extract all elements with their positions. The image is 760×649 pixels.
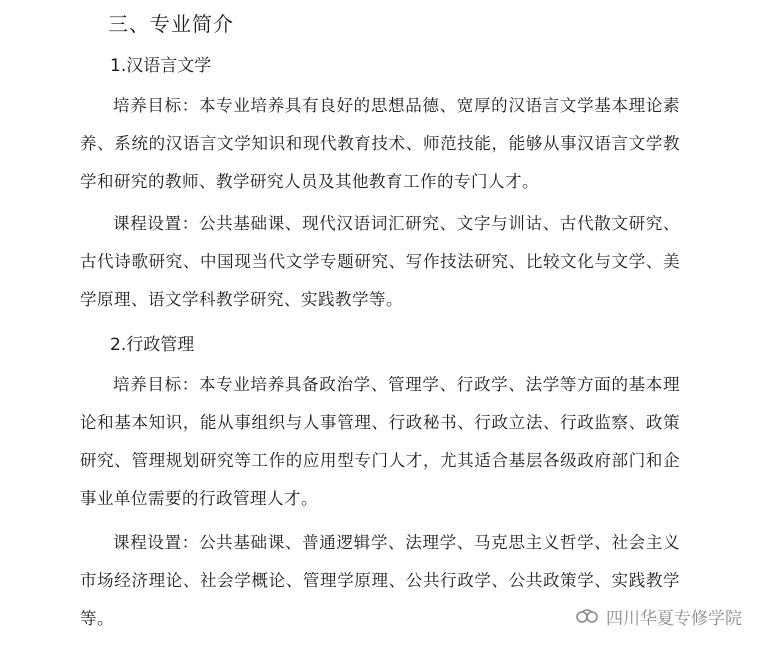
section-title: 三、专业简介 [108, 12, 234, 36]
wechat-channel-icon [574, 606, 600, 628]
watermark [574, 604, 742, 629]
major-heading-public-administration: 2.行政管理 [110, 335, 195, 355]
major-heading-chinese-literature: 1.汉语言文学 [110, 56, 212, 76]
watermark-text: 四川华夏专修学院 [606, 609, 742, 629]
major-goal-public-administration: 培养目标：本专业培养具备政治学、管理学、行政学、法学等方面的基本理论和基本知识，能从事组织与人事管理、行政秘书、行政立法、行政监察、政策研究、管理规划研究等工作的应用型专门人才，尤其适合基层各级政府部门和企事业单位需要的行政管理人才。 [80, 375, 680, 508]
major-courses-chinese-literature: 课程设置：公共基础课、现代汉语词汇研究、文字与训诂、古代散文研究、古代诗歌研究、中国现当代文学专题研究、写作技法研究、比较文化与文学、美学原理、语文学科教学研究、实践教学等。 [80, 214, 680, 309]
major-goal-chinese-literature: 培养目标：本专业培养具有良好的思想品德、宽厚的汉语言文学基本理论素养、系统的汉语言文学知识和现代教育技术、师范技能，能够从事汉语言文学教学和研究的教师、教学研究人员及其他教育工作的专门人才。 [80, 96, 680, 191]
major-courses-public-administration: 课程设置：公共基础课、普通逻辑学、法理学、马克思主义哲学、社会主义市场经济理论、社会学概论、管理学原理、公共行政学、公共政策学、实践教学等。 [80, 533, 680, 628]
